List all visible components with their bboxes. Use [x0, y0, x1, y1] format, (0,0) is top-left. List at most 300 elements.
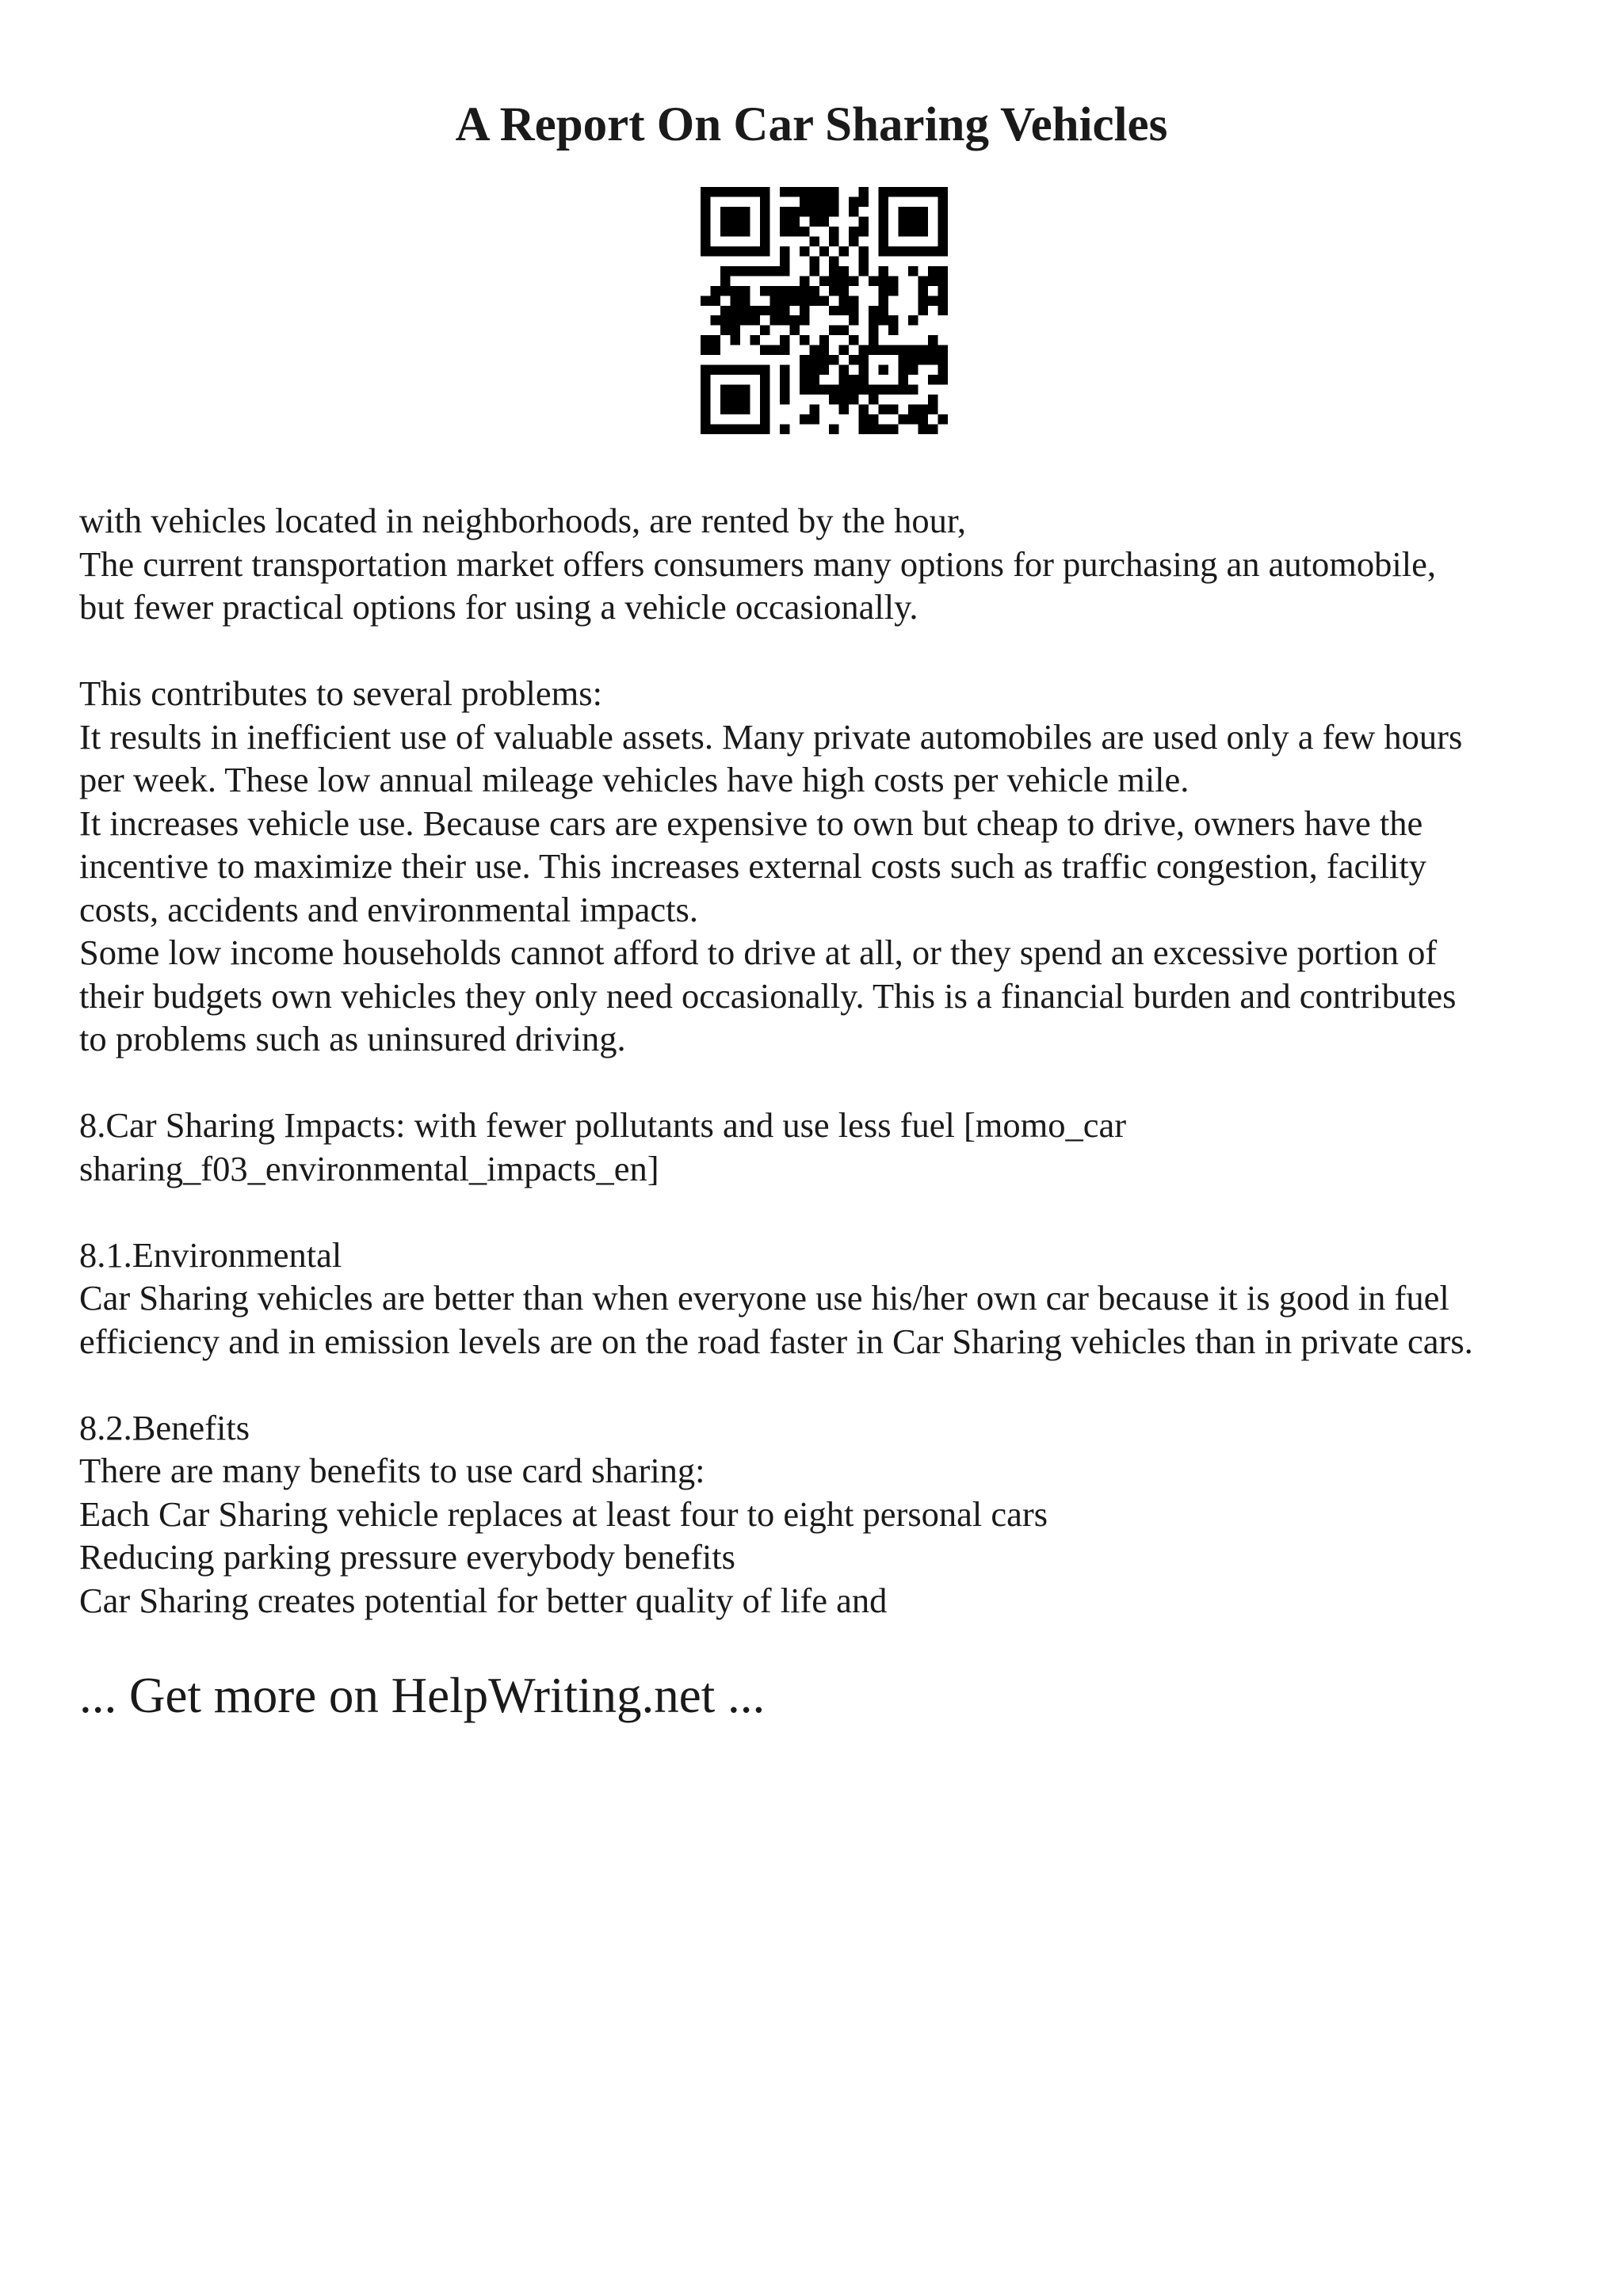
qr-module [730, 216, 739, 226]
document-title: A Report On Car Sharing Vehicles [455, 98, 1168, 151]
qr-module [800, 286, 809, 296]
qr-module [879, 236, 888, 246]
qr-module [720, 326, 730, 335]
qr-module [908, 405, 918, 414]
qr-module [701, 395, 710, 404]
qr-module [740, 365, 750, 375]
qr-module [938, 216, 948, 226]
qr-module [849, 236, 858, 246]
qr-module [918, 207, 928, 216]
qr-module [918, 355, 928, 364]
qr-module [869, 335, 878, 345]
qr-module [800, 414, 809, 424]
qr-module [938, 345, 948, 355]
qr-module [701, 405, 710, 414]
qr-module [869, 395, 878, 404]
qr-module [710, 246, 720, 256]
qr-module [809, 296, 819, 305]
qr-module [720, 276, 730, 285]
qr-module [789, 187, 799, 196]
qr-module [918, 227, 928, 236]
qr-module [780, 425, 789, 434]
qr-module [809, 414, 819, 424]
qr-module [800, 355, 809, 364]
qr-module [800, 227, 809, 236]
qr-module [938, 355, 948, 364]
qr-module [859, 355, 869, 364]
qr-module [938, 236, 948, 246]
qr-module [730, 425, 739, 434]
qr-module [780, 296, 789, 305]
qr-module [908, 355, 918, 364]
qr-module [879, 296, 888, 305]
problem-3-line-1: Some low income households cannot afford to drive at all, or they spend an excessive portion of [79, 933, 1438, 972]
qr-module [740, 246, 750, 256]
qr-module [760, 216, 769, 226]
qr-module [740, 266, 750, 276]
qr-module [819, 365, 829, 375]
paragraph-gap [79, 1061, 1569, 1104]
qr-module [859, 187, 869, 196]
qr-module [730, 326, 739, 335]
qr-module [899, 385, 908, 395]
qr-module [839, 306, 849, 315]
qr-module [899, 246, 908, 256]
qr-module [819, 196, 829, 206]
qr-module [829, 395, 838, 404]
qr-module [730, 286, 739, 296]
qr-module [780, 256, 789, 265]
qr-module [859, 196, 869, 206]
qr-module [938, 266, 948, 276]
qr-module [869, 345, 878, 355]
qr-module [720, 385, 730, 395]
qr-module [879, 187, 888, 196]
paragraph-gap [79, 629, 1569, 673]
qr-module [908, 345, 918, 355]
qr-code-icon [701, 187, 948, 434]
qr-module [780, 365, 789, 375]
qr-module [859, 414, 869, 424]
qr-module [730, 187, 739, 196]
qr-module [809, 196, 819, 206]
qr-module [829, 276, 838, 285]
qr-module [800, 365, 809, 375]
qr-module [908, 365, 918, 375]
qr-module [819, 216, 829, 226]
qr-module [760, 385, 769, 395]
qr-module [780, 187, 789, 196]
qr-module [780, 246, 789, 256]
qr-module [908, 315, 918, 325]
qr-module [908, 385, 918, 395]
qr-module [710, 286, 720, 296]
qr-module [769, 286, 779, 296]
qr-module [859, 365, 869, 375]
qr-module [928, 266, 938, 276]
qr-module [829, 266, 838, 276]
qr-module [879, 306, 888, 315]
qr-module [760, 207, 769, 216]
document-body [79, 499, 1569, 1622]
qr-module [789, 326, 799, 335]
qr-module [701, 365, 710, 375]
qr-module [720, 306, 730, 315]
qr-module [908, 187, 918, 196]
qr-module [849, 196, 858, 206]
qr-module [809, 365, 819, 375]
qr-module [879, 207, 888, 216]
qr-module [918, 296, 928, 305]
qr-module [720, 365, 730, 375]
qr-module [839, 286, 849, 296]
qr-module [859, 375, 869, 384]
qr-module [819, 355, 829, 364]
qr-module [938, 196, 948, 206]
qr-module [888, 345, 898, 355]
qr-module [908, 414, 918, 424]
qr-module [829, 425, 838, 434]
qr-module [928, 345, 938, 355]
qr-module [809, 266, 819, 276]
environmental-line-1: Car Sharing vehicles are better than when everyone use his/her own car because it is good in fuel [79, 1278, 1449, 1318]
qr-module [730, 296, 739, 305]
qr-module [819, 385, 829, 395]
qr-module [710, 296, 720, 305]
qr-module [888, 425, 898, 434]
qr-module [829, 227, 838, 236]
qr-module [720, 405, 730, 414]
qr-module [750, 266, 759, 276]
qr-module [720, 227, 730, 236]
qr-module [899, 227, 908, 236]
qr-module [809, 385, 819, 395]
qr-module [800, 315, 809, 325]
qr-module [730, 335, 739, 345]
impacts-line-1: 8.Car Sharing Impacts: with fewer pollutants and use less fuel [momo_car [79, 1105, 1127, 1145]
qr-module [720, 395, 730, 404]
qr-module [750, 315, 759, 325]
benefit-item-3: Car Sharing creates potential for better quality of life and [79, 1580, 888, 1620]
qr-module [740, 286, 750, 296]
qr-module [908, 246, 918, 256]
qr-module [809, 345, 819, 355]
qr-module [869, 385, 878, 395]
qr-module [720, 246, 730, 256]
benefits-heading: 8.2.Benefits [79, 1407, 250, 1447]
qr-module [829, 196, 838, 206]
qr-module [800, 187, 809, 196]
qr-module [938, 187, 948, 196]
qr-module [780, 375, 789, 384]
qr-module [918, 405, 928, 414]
qr-module [720, 266, 730, 276]
qr-module [710, 315, 720, 325]
qr-module [899, 187, 908, 196]
qr-module [701, 207, 710, 216]
qr-module [888, 286, 898, 296]
get-more-link[interactable]: ... Get more on HelpWriting.net ... [79, 1668, 766, 1723]
qr-module [928, 395, 938, 404]
qr-module [760, 405, 769, 414]
qr-module [938, 246, 948, 256]
qr-module [710, 187, 720, 196]
qr-module [769, 266, 779, 276]
qr-module [780, 216, 789, 226]
problem-2-line-3: costs, accidents and environmental impacts. [79, 889, 698, 929]
qr-module [710, 345, 720, 355]
qr-module [879, 365, 888, 375]
qr-module [879, 425, 888, 434]
paragraph-gap [79, 1363, 1569, 1406]
qr-module [750, 187, 759, 196]
qr-module [938, 375, 948, 384]
qr-code-graphic [701, 187, 948, 434]
problem-2-line-2: incentive to maximize their use. This increases external costs such as traffic congestion, facility [79, 846, 1426, 886]
qr-module [819, 276, 829, 285]
qr-module [938, 414, 948, 424]
qr-module [809, 236, 819, 246]
qr-module [839, 375, 849, 384]
qr-module [869, 326, 878, 335]
qr-module [720, 207, 730, 216]
qr-module [859, 266, 869, 276]
qr-module [769, 306, 779, 315]
qr-module [918, 246, 928, 256]
qr-module [918, 286, 928, 296]
qr-module [829, 187, 838, 196]
qr-module [740, 405, 750, 414]
qr-module [750, 246, 759, 256]
qr-module [879, 216, 888, 226]
qr-module [888, 276, 898, 285]
qr-module [800, 335, 809, 345]
qr-module [869, 425, 878, 434]
qr-module [829, 326, 838, 335]
qr-module [720, 187, 730, 196]
qr-module [809, 375, 819, 384]
qr-module [899, 216, 908, 226]
qr-module [701, 425, 710, 434]
qr-module [849, 395, 858, 404]
qr-module [760, 236, 769, 246]
qr-module [849, 315, 858, 325]
qr-module [780, 207, 789, 216]
qr-module [740, 306, 750, 315]
qr-module [720, 315, 730, 325]
qr-module [849, 375, 858, 384]
impacts-line-2: sharing_f03_environmental_impacts_en] [79, 1148, 659, 1188]
qr-module [740, 425, 750, 434]
qr-module [760, 365, 769, 375]
qr-module [938, 207, 948, 216]
qr-module [750, 335, 759, 345]
benefit-item-1: Each Car Sharing vehicle replaces at least four to eight personal cars [79, 1493, 1048, 1534]
qr-module [760, 246, 769, 256]
qr-module [789, 216, 799, 226]
qr-module [899, 355, 908, 364]
qr-module [938, 365, 948, 375]
qr-module [849, 355, 858, 364]
qr-module [760, 395, 769, 404]
qr-module [760, 425, 769, 434]
qr-module [879, 385, 888, 395]
qr-module [849, 335, 858, 345]
qr-module [859, 345, 869, 355]
qr-module [829, 236, 838, 246]
qr-module [750, 365, 759, 375]
qr-module [829, 306, 838, 315]
qr-module [829, 385, 838, 395]
qr-module [800, 276, 809, 285]
qr-module [938, 296, 948, 305]
qr-module [899, 375, 908, 384]
qr-module [701, 345, 710, 355]
qr-module [928, 246, 938, 256]
qr-module [839, 246, 849, 256]
qr-module [740, 395, 750, 404]
qr-module [769, 315, 779, 325]
qr-module [730, 395, 739, 404]
qr-module [769, 296, 779, 305]
qr-module [888, 315, 898, 325]
qr-module [710, 425, 720, 434]
qr-module [839, 296, 849, 305]
qr-module [918, 306, 928, 315]
qr-module [839, 385, 849, 395]
qr-module [780, 266, 789, 276]
qr-module [849, 276, 858, 285]
qr-module [928, 276, 938, 285]
qr-module [928, 187, 938, 196]
problem-1-line-1: It results in inefficient use of valuable assets. Many private automobiles are used only a few hours [79, 716, 1463, 757]
qr-module [730, 246, 739, 256]
intro-line-2: The current transportation market offers consumers many options for purchasing an automobile, [79, 543, 1436, 584]
intro-line-1: with vehicles located in neighborhoods, are rented by the hour, [79, 501, 967, 540]
qr-module [740, 207, 750, 216]
qr-module [869, 315, 878, 325]
qr-module [839, 405, 849, 414]
qr-module [720, 216, 730, 226]
qr-module [701, 216, 710, 226]
problem-3-line-2: their budgets own vehicles they only need occasionally. This is a financial burden and contributes [79, 975, 1457, 1016]
qr-module [789, 315, 799, 325]
qr-module [740, 216, 750, 226]
qr-module [730, 306, 739, 315]
qr-module [701, 385, 710, 395]
qr-module [780, 335, 789, 345]
qr-module [859, 385, 869, 395]
qr-module [888, 385, 898, 395]
qr-module [789, 227, 799, 236]
qr-module [730, 207, 739, 216]
qr-module [928, 355, 938, 364]
qr-module [859, 216, 869, 226]
qr-module [918, 187, 928, 196]
qr-module [938, 286, 948, 296]
qr-module [710, 335, 720, 345]
qr-module [839, 266, 849, 276]
qr-module [859, 227, 869, 236]
problem-3-line-3: to problems such as uninsured driving. [79, 1019, 626, 1058]
qr-module [800, 385, 809, 395]
qr-module [899, 345, 908, 355]
qr-module [730, 227, 739, 236]
qr-module [780, 315, 789, 325]
qr-module [701, 335, 710, 345]
qr-module [809, 187, 819, 196]
qr-module [879, 345, 888, 355]
qr-module [800, 306, 809, 315]
qr-module [730, 385, 739, 395]
qr-module [938, 306, 948, 315]
qr-module [701, 236, 710, 246]
qr-module [849, 296, 858, 305]
problem-2-line-1: It increases vehicle use. Because cars are expensive to own but cheap to drive, owners have the [79, 803, 1423, 843]
qr-module [938, 276, 948, 285]
qr-module [760, 414, 769, 424]
qr-module [760, 187, 769, 196]
qr-module [849, 385, 858, 395]
qr-module [730, 315, 739, 325]
qr-module [809, 355, 819, 364]
qr-module [809, 405, 819, 414]
qr-module [859, 256, 869, 265]
qr-module [780, 345, 789, 355]
qr-module [809, 207, 819, 216]
qr-module [701, 414, 710, 424]
problem-1-line-2: per week. These low annual mileage vehicles have high costs per vehicle mile. [79, 760, 1190, 799]
environmental-heading: 8.1.Environmental [79, 1234, 342, 1275]
qr-module [839, 326, 849, 335]
qr-module [780, 286, 789, 296]
qr-module [899, 365, 908, 375]
qr-module [760, 306, 769, 315]
qr-module [908, 266, 918, 276]
qr-module [780, 385, 789, 395]
qr-module [918, 414, 928, 424]
qr-module [701, 187, 710, 196]
qr-module [760, 286, 769, 296]
qr-module [760, 326, 769, 335]
qr-module [928, 335, 938, 345]
qr-module [829, 256, 838, 265]
qr-module [819, 207, 829, 216]
qr-module [829, 286, 838, 296]
qr-module [839, 345, 849, 355]
qr-module [740, 315, 750, 325]
qr-module [760, 345, 769, 355]
qr-module [730, 266, 739, 276]
problems-heading: This contributes to several problems: [79, 673, 602, 713]
qr-module [859, 246, 869, 256]
qr-module [701, 227, 710, 236]
qr-module [918, 276, 928, 285]
qr-module [879, 246, 888, 256]
qr-module [908, 227, 918, 236]
qr-module [819, 345, 829, 355]
qr-module [730, 405, 739, 414]
qr-module [750, 306, 759, 315]
qr-module [740, 187, 750, 196]
qr-module [800, 375, 809, 384]
qr-module [720, 286, 730, 296]
qr-module [760, 227, 769, 236]
qr-module [888, 326, 898, 335]
qr-module [809, 256, 819, 265]
qr-module [839, 365, 849, 375]
qr-module [869, 414, 878, 424]
